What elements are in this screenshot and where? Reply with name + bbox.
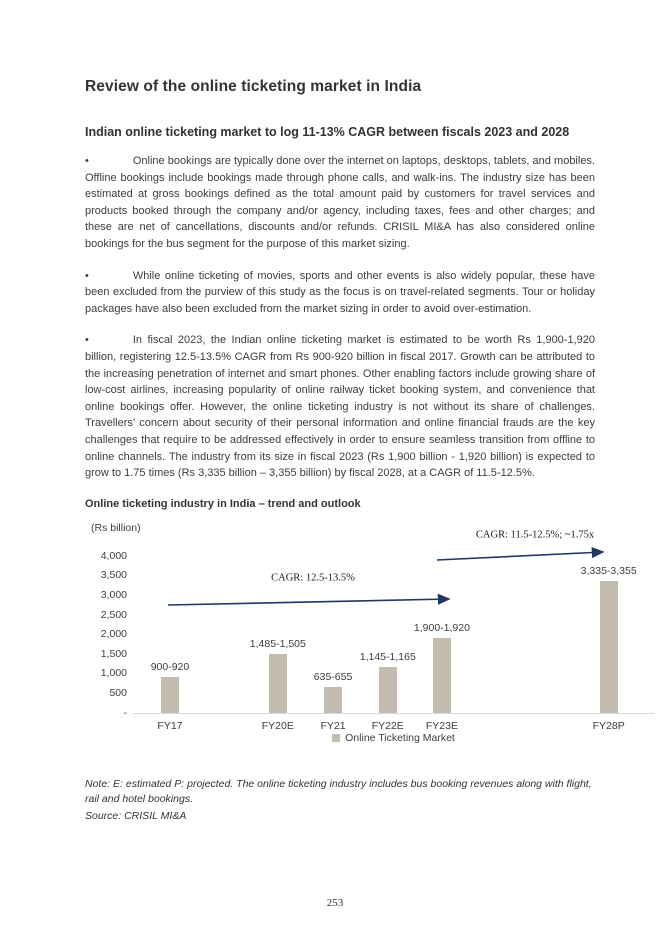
y-axis-tick-label: 3,000 xyxy=(100,588,127,601)
bar-value-label: 1,900-1,920 xyxy=(413,621,470,634)
legend-label: Online Ticketing Market xyxy=(345,731,455,744)
y-axis-tick-label: 1,500 xyxy=(100,647,127,660)
x-axis-label: FY22E xyxy=(371,719,404,732)
chart-note: Note: E: estimated P: projected. The online ticketing industry includes bus booking revenues along with flight, rail and hotel bookings. xyxy=(85,777,592,806)
x-axis-label: FY20E xyxy=(261,719,294,732)
bar-chart xyxy=(85,520,663,772)
bar-value-label: 635-655 xyxy=(313,671,353,684)
bullet-item xyxy=(85,153,595,253)
bullet-text: While online ticketing of movies, sports and other events is also widely popular, these have been excluded from the purview of this study as the focus is on travel-related segments. Tour or holiday packages have also been excluded from the market sizing in order to avoid over-estimation. xyxy=(85,269,595,315)
bar-value-label: 1,485-1,505 xyxy=(249,638,306,650)
y-axis-tick-label: 500 xyxy=(109,687,127,700)
y-axis-tick-label: 4,000 xyxy=(100,549,127,562)
bullet-text: Online bookings are typically done over the internet on laptops, desktops, tablets, and mobiles. Offline bookings include bookings made through phone calls, and walk-ins. The industry size has been estimated at gross bookings defined as the total amount paid by customers for travel services and products booked through the company and/or agency, including taxes, fees and other charges; and these are net of cancellations, discounts and/or refunds. CRISIL MI&A has also considered online bookings for the bus segment for the purpose of this market sizing. xyxy=(85,155,595,250)
y-axis-tick-label: 3,500 xyxy=(100,569,127,582)
bullet-glyph: • xyxy=(85,269,89,282)
bar-value-label: 1,145-1,165 xyxy=(359,651,416,664)
page-number: 253 xyxy=(326,897,344,909)
y-axis-unit-label: (Rs billion) xyxy=(91,521,141,534)
bullet-glyph: • xyxy=(85,155,89,167)
bullet-item xyxy=(85,332,595,481)
page-title: Review of the online ticketing market in India xyxy=(85,78,422,95)
x-axis-label: FY28P xyxy=(592,719,625,732)
x-axis-label: FY21 xyxy=(320,719,346,732)
bar-value-label: 900-920 xyxy=(150,660,190,673)
bullet-text: In fiscal 2023, the Indian online ticketing market is estimated to be worth Rs 1,900-1,920 billion, registering 12.5-13.5% CAGR from Rs 900-920 billion in fiscal 2017. Growth can be attributed to the increasing penetration of internet and smart phones. Other enabling factors include growing share of low-cost airlines, increasing popularity of online railway ticket booking system, and convenience that online bookings offer. However, the online ticketing industry is not without its share of challenges. Travellers’ concern about security of their personal information and online financial frauds are the key challenges that require to be addressed effectively in order to ensure seamless transition from offline to online channels. The industry from its size in fiscal 2023 (Rs 1,900 billion - 1,920 billion) is expected to grow to 1.75 times (Rs 3,335 billion – 3,355 billion) by fiscal 2028, at a CAGR of 11.5-12.5%. xyxy=(85,334,595,480)
section-subtitle: Indian online ticketing market to log 11-13% CAGR between fiscals 2023 and 2028 xyxy=(85,125,570,139)
y-axis-tick-label: 2,000 xyxy=(100,628,127,641)
cagr-annotation: CAGR: 11.5-12.5%; ~1.75x xyxy=(475,529,595,541)
y-axis-tick-label: 1,000 xyxy=(100,667,127,680)
x-axis-label: FY23E xyxy=(425,719,458,732)
cagr-annotation: CAGR: 12.5-13.5% xyxy=(271,572,355,584)
y-axis-tick-label: 2,500 xyxy=(100,608,127,621)
bullet-item xyxy=(85,268,595,318)
trend-arrows xyxy=(85,520,663,772)
chart-heading: Online ticketing industry in India – trend and outlook xyxy=(85,497,361,510)
y-axis-tick-label: - xyxy=(123,706,127,719)
bullet-glyph: • xyxy=(85,334,89,347)
bar-value-label: 3,335-3,355 xyxy=(580,565,637,578)
chart-source: Source: CRISIL MI&A xyxy=(85,809,187,822)
x-axis-label: FY17 xyxy=(157,719,183,732)
